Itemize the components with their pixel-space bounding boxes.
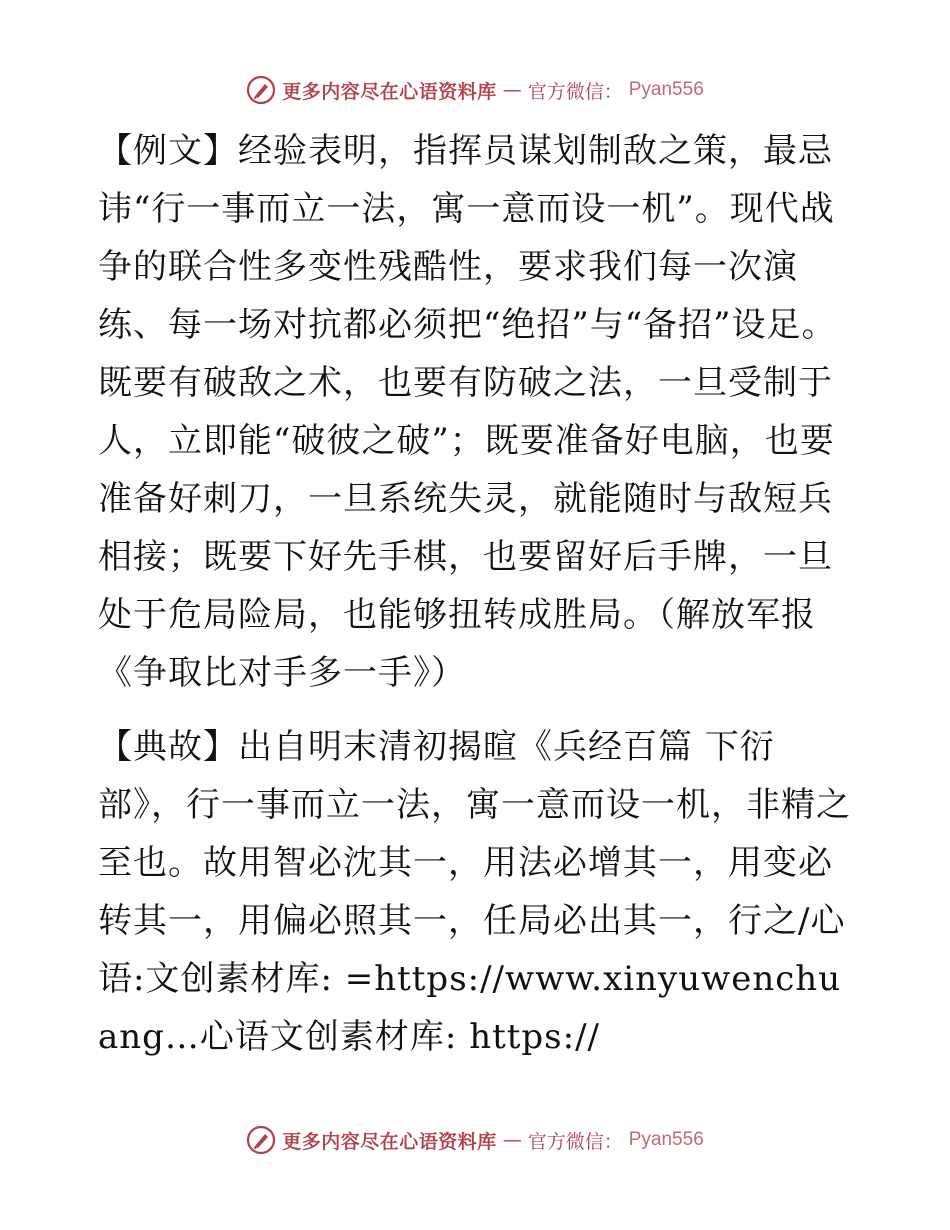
allusion-paragraph: 【典故】出自明末清初揭暄《兵经百篇 下衍部》，行一事而立一法，寓一意而设一机，非精之至也。故用智必沈其一，用法必增其一，用变必转其一，用偏必照其一，任局必出其一，行之/心语:文创素材库: =https://www.xinyuwenchuang…心语文创素材库: https:// [98, 727, 851, 1057]
watermark-wechat-label: 官方微信： [527, 1130, 623, 1153]
footer-watermark-group [246, 1125, 704, 1155]
example-paragraph: 【例文】经验表明，指挥员谋划制敌之策，最忌讳“行一事而立一法，寓一意而设一机”。现代战争的联合性多变性残酷性，要求我们每一次演练、每一场对抗都必须把“绝招”与“备招”设足。既要有破敌之术，也要有防破之法，一旦受制于人，立即能“破彼之破”；既要准备好电脑，也要准备好刺刀，一旦系统失灵，就能随时与敌短兵相接；既要下好先手棋，也要留好后手牌，一旦处于危局险局，也能够扭转成胜局。（解放军报《争取比对手多一手》） [98, 131, 837, 693]
watermark-wechat-label: 官方微信： [527, 80, 623, 103]
watermark-site-text: 更多内容尽在心语资料库 [282, 80, 497, 103]
header-watermark-group [246, 75, 704, 105]
paragraph-spacer [98, 702, 858, 718]
watermark-wechat-id: Pyan556 [628, 1129, 704, 1150]
pen-logo-icon [246, 1125, 276, 1155]
watermark-dash: — [502, 1129, 522, 1151]
pen-logo-icon [246, 75, 276, 105]
watermark-site-text: 更多内容尽在心语资料库 [282, 1130, 497, 1153]
watermark-dash: — [502, 79, 522, 101]
footer-watermark-banner [0, 1120, 950, 1160]
header-watermark-banner [0, 70, 950, 110]
watermark-wechat-id: Pyan556 [628, 79, 704, 100]
document-body [98, 122, 858, 1066]
